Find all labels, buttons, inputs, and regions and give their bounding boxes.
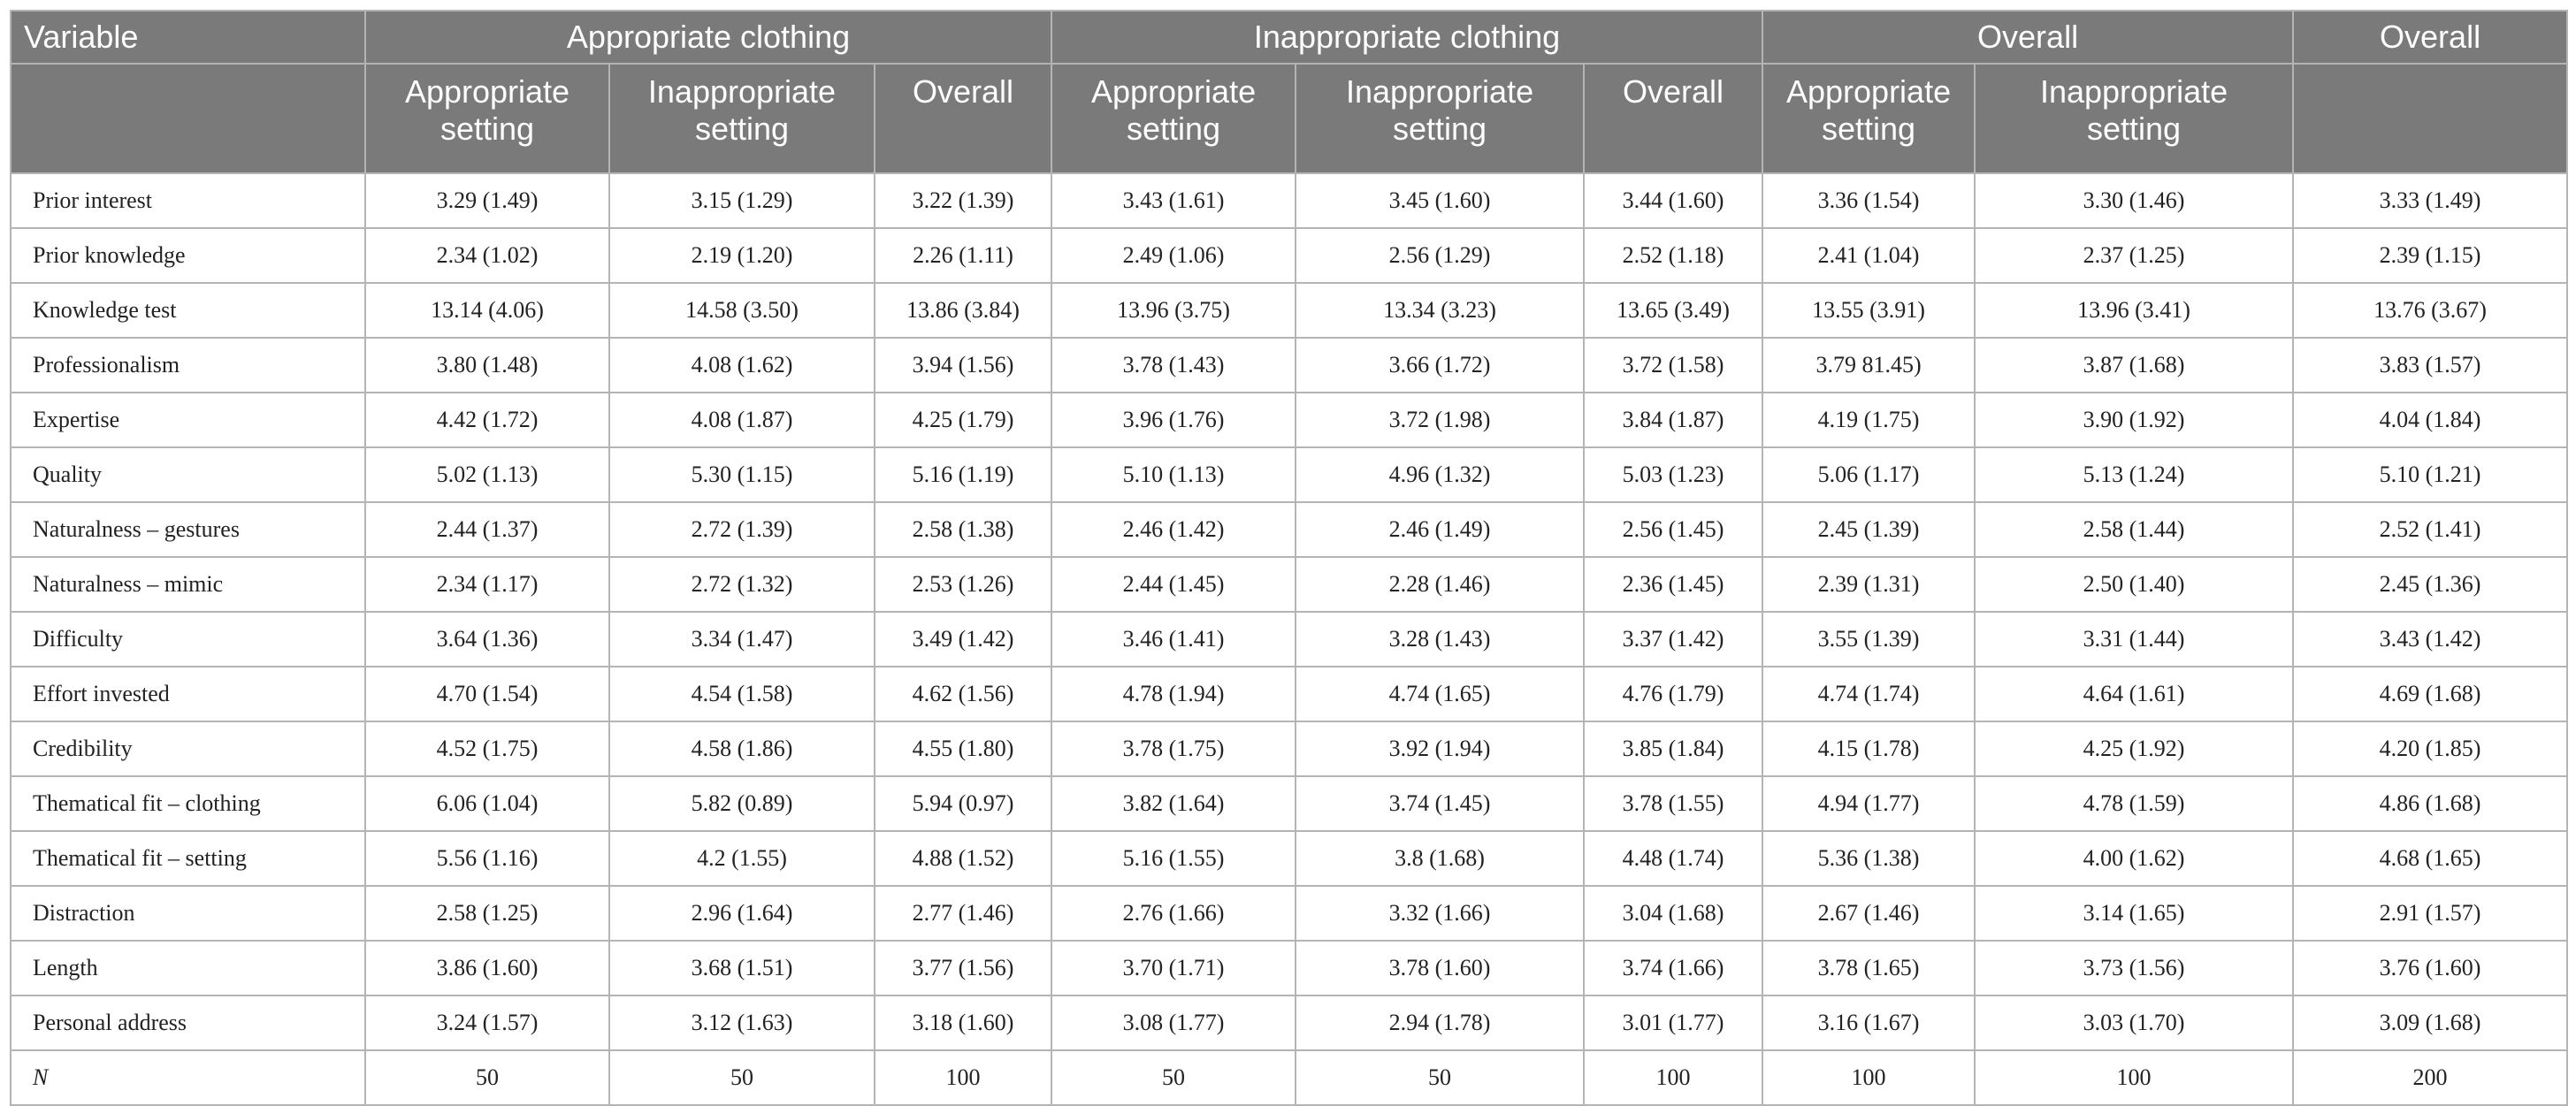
subheader-appropriate-setting bbox=[1762, 64, 1975, 173]
value-cell: 2.94 (1.78) bbox=[1296, 995, 1584, 1050]
value-cell: 2.41 (1.04) bbox=[1762, 228, 1975, 283]
table-row bbox=[11, 995, 2567, 1050]
value-cell: 3.04 (1.68) bbox=[1584, 886, 1762, 941]
value-cell: 100 bbox=[1762, 1050, 1975, 1105]
subheader-line: Overall bbox=[913, 73, 1014, 110]
subheader-line: Appropriate bbox=[1785, 73, 1952, 110]
variable-label: Professionalism bbox=[11, 338, 365, 393]
value-cell: 3.43 (1.42) bbox=[2293, 612, 2567, 667]
value-cell: 2.76 (1.66) bbox=[1051, 886, 1296, 941]
value-cell: 3.72 (1.58) bbox=[1584, 338, 1762, 393]
variable-label: Effort invested bbox=[11, 667, 365, 721]
value-cell: 2.77 (1.46) bbox=[875, 886, 1051, 941]
table-row bbox=[11, 502, 2567, 557]
value-cell: 5.56 (1.16) bbox=[365, 831, 609, 886]
table-row bbox=[11, 886, 2567, 941]
header-row-subcolumns bbox=[11, 64, 2567, 173]
value-cell: 5.30 (1.15) bbox=[609, 447, 875, 502]
value-cell: 50 bbox=[1296, 1050, 1584, 1105]
subheader-inappropriate-setting bbox=[1975, 64, 2293, 173]
table-row bbox=[11, 173, 2567, 228]
value-cell: 3.74 (1.66) bbox=[1584, 941, 1762, 995]
value-cell: 3.74 (1.45) bbox=[1296, 776, 1584, 831]
variable-label: Prior knowledge bbox=[11, 228, 365, 283]
value-cell: 2.36 (1.45) bbox=[1584, 557, 1762, 612]
value-cell: 4.58 (1.86) bbox=[609, 721, 875, 776]
value-cell: 3.37 (1.42) bbox=[1584, 612, 1762, 667]
table-row bbox=[11, 612, 2567, 667]
value-cell: 2.45 (1.36) bbox=[2293, 557, 2567, 612]
value-cell: 4.08 (1.62) bbox=[609, 338, 875, 393]
value-cell: 4.74 (1.65) bbox=[1296, 667, 1584, 721]
value-cell: 13.96 (3.41) bbox=[1975, 283, 2293, 338]
value-cell: 13.34 (3.23) bbox=[1296, 283, 1584, 338]
value-cell: 3.8 (1.68) bbox=[1296, 831, 1584, 886]
value-cell: 4.42 (1.72) bbox=[365, 393, 609, 447]
subheader-appropriate-setting bbox=[1051, 64, 1296, 173]
value-cell: 3.70 (1.71) bbox=[1051, 941, 1296, 995]
value-cell: 3.31 (1.44) bbox=[1975, 612, 2293, 667]
subheader-line: Appropriate bbox=[404, 73, 570, 110]
header-row-groups bbox=[11, 11, 2567, 64]
value-cell: 3.96 (1.76) bbox=[1051, 393, 1296, 447]
variable-label: Expertise bbox=[11, 393, 365, 447]
value-cell: 2.72 (1.32) bbox=[609, 557, 875, 612]
subheader-appropriate-setting bbox=[365, 64, 609, 173]
value-cell: 4.70 (1.54) bbox=[365, 667, 609, 721]
subheader-line: setting bbox=[1126, 111, 1221, 147]
subheader-blank bbox=[11, 64, 365, 173]
value-cell: 2.44 (1.45) bbox=[1051, 557, 1296, 612]
value-cell: 4.78 (1.94) bbox=[1051, 667, 1296, 721]
table-header bbox=[11, 11, 2567, 173]
value-cell: 5.10 (1.21) bbox=[2293, 447, 2567, 502]
value-cell: 5.82 (0.89) bbox=[609, 776, 875, 831]
value-cell: 5.94 (0.97) bbox=[875, 776, 1051, 831]
table-row bbox=[11, 228, 2567, 283]
value-cell: 3.79 81.45) bbox=[1762, 338, 1975, 393]
value-cell: 4.74 (1.74) bbox=[1762, 667, 1975, 721]
value-cell: 2.50 (1.40) bbox=[1975, 557, 2293, 612]
subheader-line: setting bbox=[2087, 111, 2182, 147]
value-cell: 2.46 (1.49) bbox=[1296, 502, 1584, 557]
subheader-blank bbox=[2293, 64, 2567, 173]
value-cell: 3.16 (1.67) bbox=[1762, 995, 1975, 1050]
value-cell: 3.43 (1.61) bbox=[1051, 173, 1296, 228]
variable-label: Naturalness – mimic bbox=[11, 557, 365, 612]
value-cell: 2.52 (1.18) bbox=[1584, 228, 1762, 283]
value-cell: 3.36 (1.54) bbox=[1762, 173, 1975, 228]
value-cell: 5.02 (1.13) bbox=[365, 447, 609, 502]
value-cell: 2.34 (1.17) bbox=[365, 557, 609, 612]
table-row bbox=[11, 831, 2567, 886]
value-cell: 4.62 (1.56) bbox=[875, 667, 1051, 721]
subheader-line: Appropriate bbox=[1090, 73, 1257, 110]
value-cell: 100 bbox=[1584, 1050, 1762, 1105]
value-cell: 3.83 (1.57) bbox=[2293, 338, 2567, 393]
value-cell: 2.34 (1.02) bbox=[365, 228, 609, 283]
value-cell: 2.67 (1.46) bbox=[1762, 886, 1975, 941]
value-cell: 3.92 (1.94) bbox=[1296, 721, 1584, 776]
value-cell: 2.72 (1.39) bbox=[609, 502, 875, 557]
table-row bbox=[11, 393, 2567, 447]
value-cell: 2.56 (1.29) bbox=[1296, 228, 1584, 283]
value-cell: 50 bbox=[1051, 1050, 1296, 1105]
value-cell: 2.91 (1.57) bbox=[2293, 886, 2567, 941]
value-cell: 3.49 (1.42) bbox=[875, 612, 1051, 667]
value-cell: 4.78 (1.59) bbox=[1975, 776, 2293, 831]
subheader-line: Inappropriate bbox=[1345, 73, 1534, 110]
subheader-line: setting bbox=[1822, 111, 1916, 147]
descriptive-statistics-table bbox=[10, 10, 2568, 1106]
value-cell: 13.76 (3.67) bbox=[2293, 283, 2567, 338]
value-cell: 3.01 (1.77) bbox=[1584, 995, 1762, 1050]
table-row bbox=[11, 283, 2567, 338]
value-cell: 13.86 (3.84) bbox=[875, 283, 1051, 338]
value-cell: 5.06 (1.17) bbox=[1762, 447, 1975, 502]
value-cell: 2.44 (1.37) bbox=[365, 502, 609, 557]
value-cell: 3.12 (1.63) bbox=[609, 995, 875, 1050]
value-cell: 3.87 (1.68) bbox=[1975, 338, 2293, 393]
value-cell: 2.96 (1.64) bbox=[609, 886, 875, 941]
table-row bbox=[11, 721, 2567, 776]
value-cell: 4.88 (1.52) bbox=[875, 831, 1051, 886]
subheader-line: Overall bbox=[1623, 73, 1724, 110]
value-cell: 3.09 (1.68) bbox=[2293, 995, 2567, 1050]
value-cell: 3.82 (1.64) bbox=[1051, 776, 1296, 831]
value-cell: 3.24 (1.57) bbox=[365, 995, 609, 1050]
value-cell: 3.78 (1.55) bbox=[1584, 776, 1762, 831]
value-cell: 5.36 (1.38) bbox=[1762, 831, 1975, 886]
value-cell: 4.20 (1.85) bbox=[2293, 721, 2567, 776]
value-cell: 3.77 (1.56) bbox=[875, 941, 1051, 995]
variable-label: Distraction bbox=[11, 886, 365, 941]
subheader-line: setting bbox=[1392, 111, 1487, 147]
value-cell: 100 bbox=[1975, 1050, 2293, 1105]
value-cell: 5.13 (1.24) bbox=[1975, 447, 2293, 502]
value-cell: 200 bbox=[2293, 1050, 2567, 1105]
value-cell: 100 bbox=[875, 1050, 1051, 1105]
variable-label: N bbox=[11, 1050, 365, 1105]
value-cell: 2.52 (1.41) bbox=[2293, 502, 2567, 557]
group-header-overall-settings: Overall bbox=[1762, 11, 2293, 64]
value-cell: 2.37 (1.25) bbox=[1975, 228, 2293, 283]
value-cell: 4.68 (1.65) bbox=[2293, 831, 2567, 886]
value-cell: 4.55 (1.80) bbox=[875, 721, 1051, 776]
value-cell: 2.58 (1.44) bbox=[1975, 502, 2293, 557]
value-cell: 5.10 (1.13) bbox=[1051, 447, 1296, 502]
value-cell: 50 bbox=[365, 1050, 609, 1105]
value-cell: 4.76 (1.79) bbox=[1584, 667, 1762, 721]
value-cell: 3.73 (1.56) bbox=[1975, 941, 2293, 995]
value-cell: 2.28 (1.46) bbox=[1296, 557, 1584, 612]
value-cell: 3.76 (1.60) bbox=[2293, 941, 2567, 995]
value-cell: 50 bbox=[609, 1050, 875, 1105]
value-cell: 3.78 (1.65) bbox=[1762, 941, 1975, 995]
value-cell: 3.78 (1.60) bbox=[1296, 941, 1584, 995]
table-row bbox=[11, 447, 2567, 502]
subheader-line: Inappropriate bbox=[2039, 73, 2228, 110]
value-cell: 3.94 (1.56) bbox=[875, 338, 1051, 393]
group-header-overall-total: Overall bbox=[2293, 11, 2567, 64]
value-cell: 3.86 (1.60) bbox=[365, 941, 609, 995]
value-cell: 2.39 (1.31) bbox=[1762, 557, 1975, 612]
value-cell: 4.00 (1.62) bbox=[1975, 831, 2293, 886]
subheader-line: Inappropriate bbox=[647, 73, 837, 110]
table-row bbox=[11, 667, 2567, 721]
value-cell: 2.58 (1.38) bbox=[875, 502, 1051, 557]
value-cell: 5.16 (1.55) bbox=[1051, 831, 1296, 886]
value-cell: 2.45 (1.39) bbox=[1762, 502, 1975, 557]
value-cell: 2.58 (1.25) bbox=[365, 886, 609, 941]
variable-label: Quality bbox=[11, 447, 365, 502]
value-cell: 13.14 (4.06) bbox=[365, 283, 609, 338]
value-cell: 3.80 (1.48) bbox=[365, 338, 609, 393]
value-cell: 4.54 (1.58) bbox=[609, 667, 875, 721]
variable-label: Thematical fit – setting bbox=[11, 831, 365, 886]
subheader-overall bbox=[875, 64, 1051, 173]
value-cell: 3.03 (1.70) bbox=[1975, 995, 2293, 1050]
variable-label: Prior interest bbox=[11, 173, 365, 228]
value-cell: 3.29 (1.49) bbox=[365, 173, 609, 228]
value-cell: 4.69 (1.68) bbox=[2293, 667, 2567, 721]
table-row bbox=[11, 338, 2567, 393]
variable-label: Personal address bbox=[11, 995, 365, 1050]
value-cell: 3.14 (1.65) bbox=[1975, 886, 2293, 941]
value-cell: 3.44 (1.60) bbox=[1584, 173, 1762, 228]
value-cell: 4.64 (1.61) bbox=[1975, 667, 2293, 721]
value-cell: 3.68 (1.51) bbox=[609, 941, 875, 995]
variable-header: Variable bbox=[11, 11, 365, 64]
value-cell: 5.16 (1.19) bbox=[875, 447, 1051, 502]
value-cell: 4.96 (1.32) bbox=[1296, 447, 1584, 502]
value-cell: 3.85 (1.84) bbox=[1584, 721, 1762, 776]
value-cell: 3.55 (1.39) bbox=[1762, 612, 1975, 667]
subheader-line: setting bbox=[440, 111, 535, 147]
value-cell: 13.96 (3.75) bbox=[1051, 283, 1296, 338]
value-cell: 3.84 (1.87) bbox=[1584, 393, 1762, 447]
variable-label: Knowledge test bbox=[11, 283, 365, 338]
value-cell: 2.39 (1.15) bbox=[2293, 228, 2567, 283]
table-row bbox=[11, 776, 2567, 831]
value-cell: 2.46 (1.42) bbox=[1051, 502, 1296, 557]
value-cell: 14.58 (3.50) bbox=[609, 283, 875, 338]
value-cell: 3.32 (1.66) bbox=[1296, 886, 1584, 941]
value-cell: 6.06 (1.04) bbox=[365, 776, 609, 831]
value-cell: 4.25 (1.92) bbox=[1975, 721, 2293, 776]
variable-label: Naturalness – gestures bbox=[11, 502, 365, 557]
value-cell: 4.86 (1.68) bbox=[2293, 776, 2567, 831]
value-cell: 3.45 (1.60) bbox=[1296, 173, 1584, 228]
group-header-inappropriate-clothing: Inappropriate clothing bbox=[1051, 11, 1762, 64]
variable-label: Difficulty bbox=[11, 612, 365, 667]
value-cell: 2.26 (1.11) bbox=[875, 228, 1051, 283]
value-cell: 2.19 (1.20) bbox=[609, 228, 875, 283]
subheader-line: setting bbox=[694, 111, 790, 147]
value-cell: 13.65 (3.49) bbox=[1584, 283, 1762, 338]
table-row bbox=[11, 557, 2567, 612]
value-cell: 3.18 (1.60) bbox=[875, 995, 1051, 1050]
value-cell: 4.15 (1.78) bbox=[1762, 721, 1975, 776]
value-cell: 2.49 (1.06) bbox=[1051, 228, 1296, 283]
variable-label: Thematical fit – clothing bbox=[11, 776, 365, 831]
value-cell: 3.64 (1.36) bbox=[365, 612, 609, 667]
value-cell: 4.04 (1.84) bbox=[2293, 393, 2567, 447]
value-cell: 2.56 (1.45) bbox=[1584, 502, 1762, 557]
value-cell: 3.30 (1.46) bbox=[1975, 173, 2293, 228]
value-cell: 3.22 (1.39) bbox=[875, 173, 1051, 228]
value-cell: 4.52 (1.75) bbox=[365, 721, 609, 776]
table-row bbox=[11, 941, 2567, 995]
group-header-appropriate-clothing: Appropriate clothing bbox=[365, 11, 1051, 64]
value-cell: 3.33 (1.49) bbox=[2293, 173, 2567, 228]
value-cell: 3.46 (1.41) bbox=[1051, 612, 1296, 667]
variable-label: Credibility bbox=[11, 721, 365, 776]
value-cell: 4.94 (1.77) bbox=[1762, 776, 1975, 831]
value-cell: 5.03 (1.23) bbox=[1584, 447, 1762, 502]
value-cell: 3.90 (1.92) bbox=[1975, 393, 2293, 447]
sample-size-row bbox=[11, 1050, 2567, 1105]
value-cell: 3.28 (1.43) bbox=[1296, 612, 1584, 667]
value-cell: 3.34 (1.47) bbox=[609, 612, 875, 667]
value-cell: 3.66 (1.72) bbox=[1296, 338, 1584, 393]
value-cell: 4.08 (1.87) bbox=[609, 393, 875, 447]
variable-label: Length bbox=[11, 941, 365, 995]
value-cell: 4.19 (1.75) bbox=[1762, 393, 1975, 447]
value-cell: 3.08 (1.77) bbox=[1051, 995, 1296, 1050]
value-cell: 3.78 (1.75) bbox=[1051, 721, 1296, 776]
value-cell: 13.55 (3.91) bbox=[1762, 283, 1975, 338]
subheader-overall bbox=[1584, 64, 1762, 173]
value-cell: 4.2 (1.55) bbox=[609, 831, 875, 886]
table-body bbox=[11, 173, 2567, 1105]
value-cell: 3.78 (1.43) bbox=[1051, 338, 1296, 393]
value-cell: 4.48 (1.74) bbox=[1584, 831, 1762, 886]
value-cell: 3.72 (1.98) bbox=[1296, 393, 1584, 447]
value-cell: 3.15 (1.29) bbox=[609, 173, 875, 228]
subheader-inappropriate-setting bbox=[609, 64, 875, 173]
value-cell: 2.53 (1.26) bbox=[875, 557, 1051, 612]
subheader-inappropriate-setting bbox=[1296, 64, 1584, 173]
value-cell: 4.25 (1.79) bbox=[875, 393, 1051, 447]
